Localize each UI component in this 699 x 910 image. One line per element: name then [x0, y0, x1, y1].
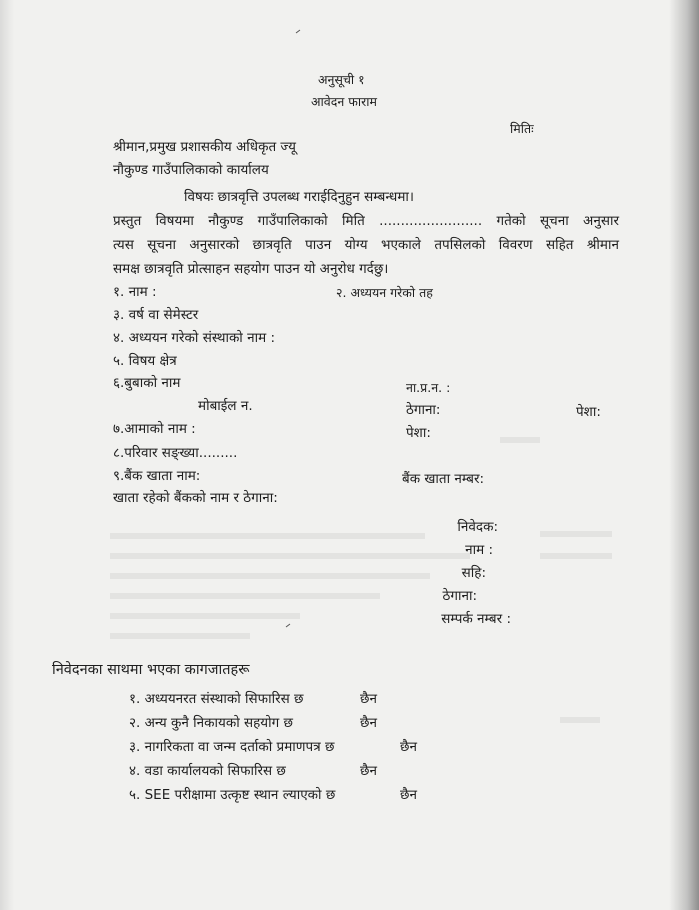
applicant-label: निवेदक:	[457, 519, 498, 535]
field-institution: ४. अध्ययन गरेको संस्थाको नाम :	[113, 330, 276, 346]
attachment-status: छैन	[360, 691, 377, 707]
attachment-item: १. अध्ययनरत संस्थाको सिफारिस छ	[129, 691, 304, 707]
attachment-item: ४. वडा कार्यालयको सिफारिस छ	[129, 763, 286, 779]
attachment-status: छैन	[400, 787, 417, 803]
applicant-contact: सम्पर्क नम्बर :	[441, 611, 511, 627]
field-bank-account-name: ९.बैंक खाता नाम:	[113, 468, 201, 484]
applicant-signature: सहि:	[461, 565, 486, 581]
attachment-status: छैन	[360, 715, 377, 731]
field-bank-name-address: खाता रहेको बैंकको नाम र ठेगाना:	[113, 490, 278, 506]
attachment-status: छैन	[360, 763, 377, 779]
form-title: आवेदन फाराम	[311, 94, 377, 109]
field-mother-occupation: पेशा:	[406, 425, 431, 441]
body-line-2: त्यस सूचना अनुसारको छात्रवृति पाउन योग्य भएकाले तपसिलको विवरण सहित श्रीमान	[113, 237, 619, 253]
field-address: ठेगाना:	[406, 402, 441, 418]
attachments-heading: निवेदनका साथमा भएका कागजातहरू	[52, 662, 250, 678]
addressee-line2: नौकुण्ड गाउँपालिकाको कार्यालय	[113, 162, 269, 178]
subject-line: विषयः छात्रवृत्ति उपलब्ध गराईदिनुहुन सम्बन्धमा।	[184, 189, 415, 205]
field-occupation: पेशा:	[576, 404, 601, 420]
body-line-1: प्रस्तुत विषयमा नौकुण्ड गाउँपालिकाको मिति ........................ गतेको सूचना अनुसार	[113, 213, 619, 229]
attachment-item: २. अन्य कुनै निकायको सहयोग छ	[129, 715, 293, 731]
field-subject-area: ५. विषय क्षेत्र	[113, 353, 177, 369]
applicant-name: नाम :	[465, 542, 493, 558]
addressee-line1: श्रीमान,प्रमुख प्रशासकीय अधिकृत ज्यू	[113, 139, 296, 155]
attachment-item: ५. SEE परीक्षामा उत्कृष्ट स्थान ल्याएको छ	[129, 787, 336, 803]
applicant-address: ठेगाना:	[442, 588, 477, 604]
attachment-item: ३. नागरिकता वा जन्म दर्ताको प्रमाणपत्र छ	[129, 739, 335, 755]
field-name: १. नाम :	[113, 284, 157, 300]
field-mobile: मोबाईल न.	[198, 398, 253, 414]
field-citizenship-no: ना.प्र.न. :	[406, 380, 451, 395]
field-father-name: ६.बुबाको नाम	[113, 375, 181, 391]
body-line-3: समक्ष छात्रवृति प्रोत्साहन सहयोग पाउन यो अनुरोध गर्दछु।	[113, 261, 389, 277]
field-study-level: २. अध्ययन गरेको तह	[336, 285, 433, 300]
schedule-title: अनुसूची १	[318, 72, 365, 87]
field-mother-name: ७.आमाको नाम :	[113, 421, 196, 437]
field-bank-account-number: बैंक खाता नम्बर:	[402, 471, 485, 487]
date-label: मितिः	[510, 121, 534, 136]
field-family-size: ८.परिवार सङ्ख्या.........	[113, 445, 238, 461]
attachment-status: छैन	[400, 739, 417, 755]
field-year-semester: ३. वर्ष वा सेमेस्टर	[113, 307, 199, 323]
